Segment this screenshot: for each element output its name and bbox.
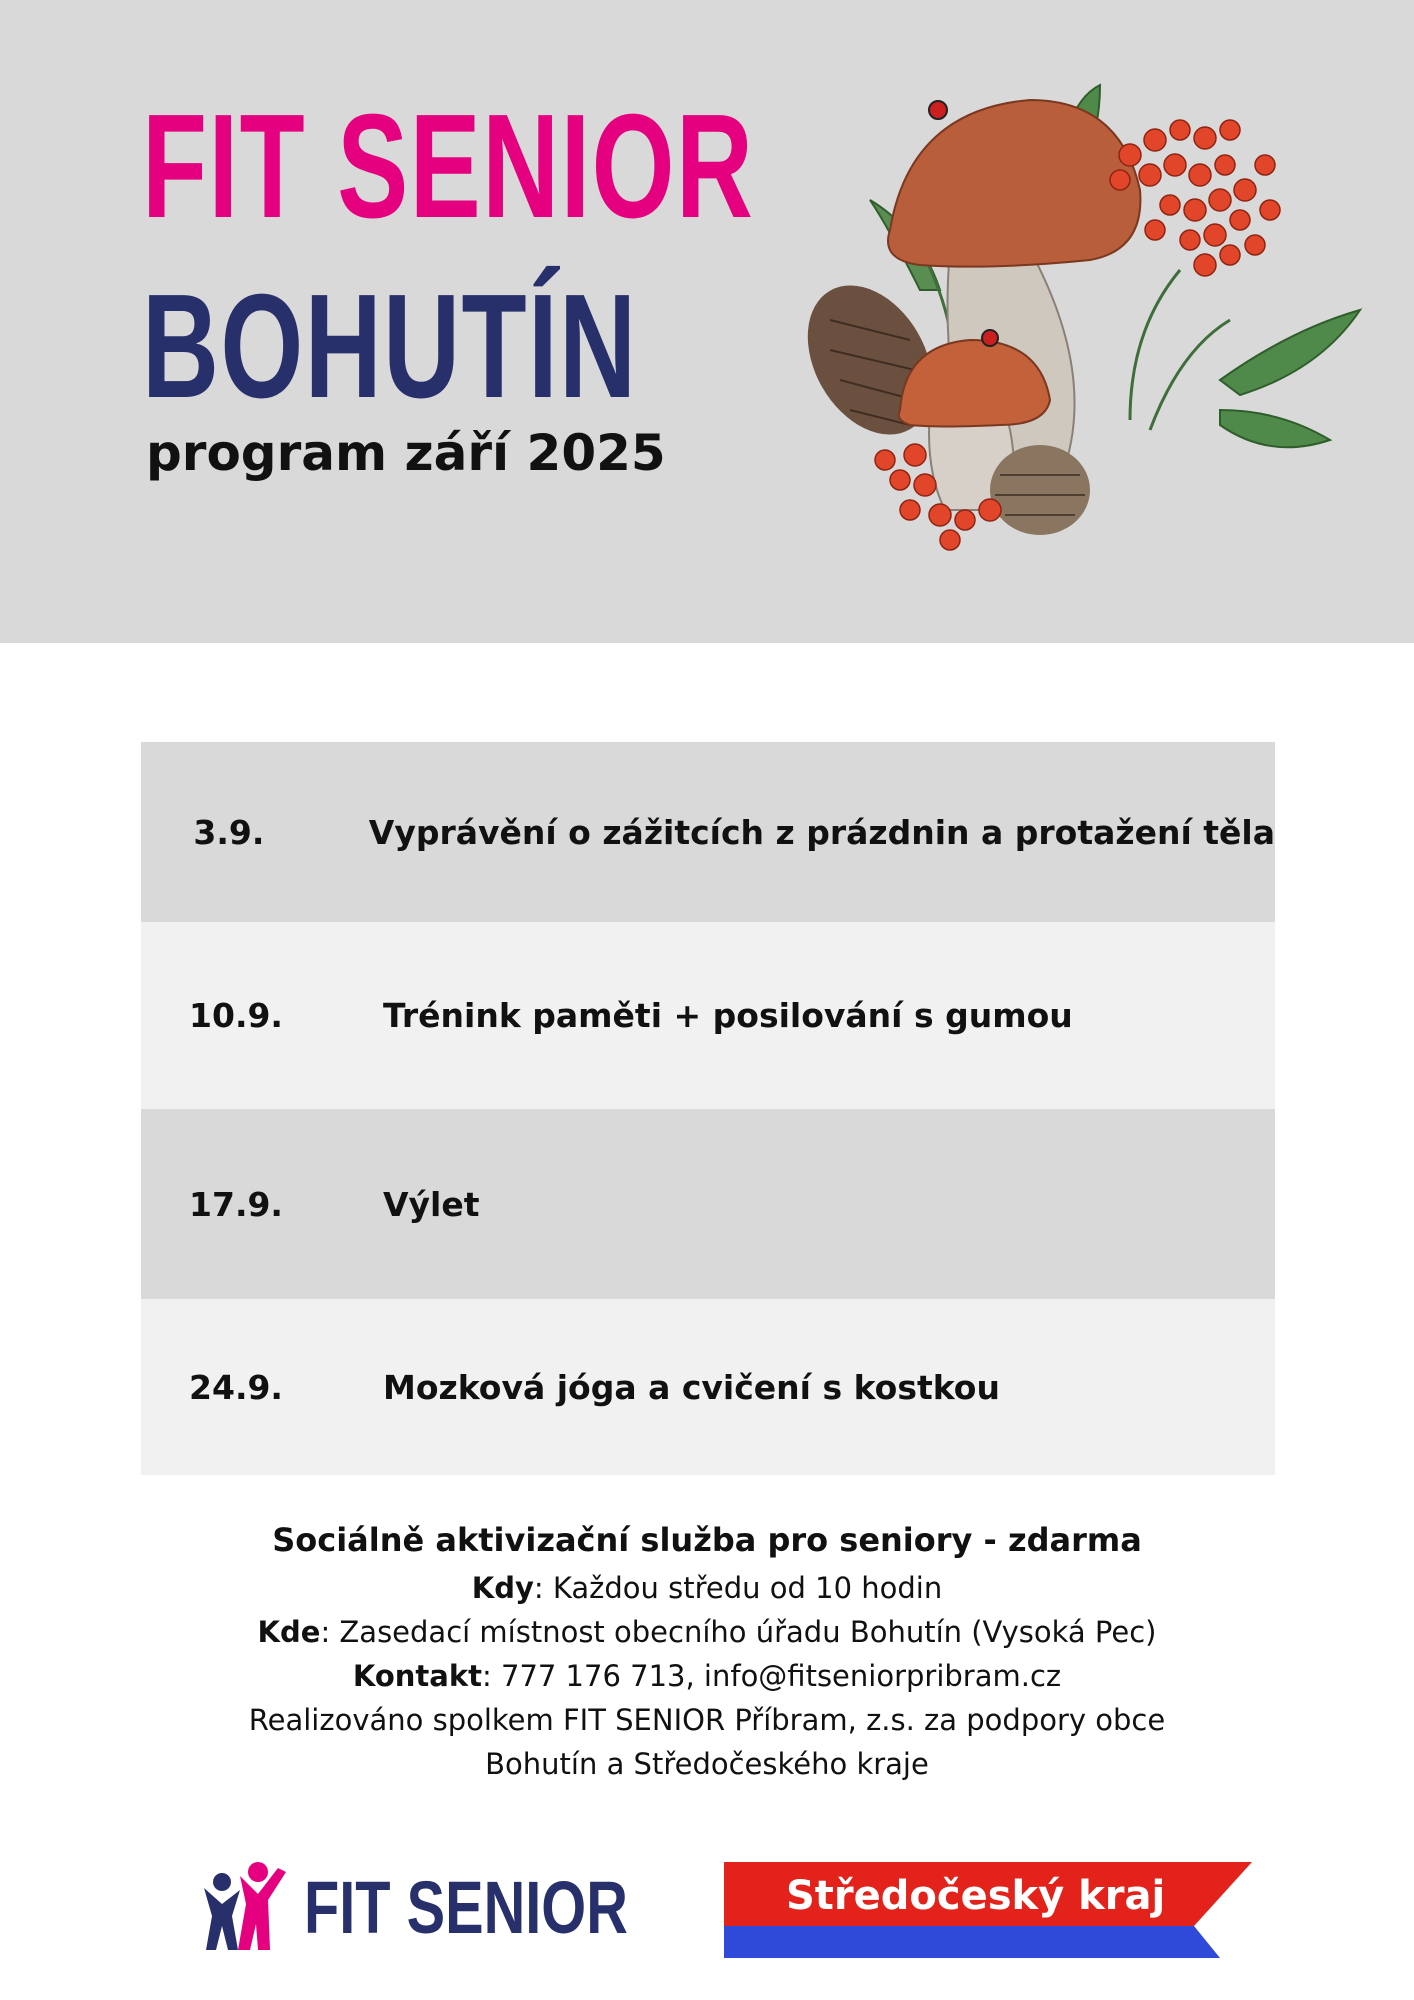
table-row: [141, 1109, 1275, 1299]
kraj-logo-text: Středočeský kraj: [786, 1873, 1166, 1919]
row-activity: Mozková jóga a cvičení s kostkou: [383, 1367, 1000, 1407]
where-line: [0, 1610, 1414, 1654]
people-figures-icon: [200, 1858, 300, 1954]
realized-line-2: Bohutín a Středočeského kraje: [485, 1747, 929, 1781]
table-row: [141, 742, 1275, 922]
row-activity: Vyprávění o zážitcích z prázdnin a protažení těla: [368, 812, 1275, 852]
when-line: [0, 1566, 1414, 1610]
realized-line-1: Realizováno spolkem FIT SENIOR Příbram, z.s. za podpory obce: [248, 1703, 1166, 1737]
title-fit-senior: FIT SENIOR: [142, 84, 755, 249]
when-value: : Každou středu od 10 hodin: [533, 1571, 943, 1605]
pine-cone-icon: [990, 445, 1090, 535]
program-subtitle: program září 2025: [146, 424, 666, 482]
mushroom-cap-big: [888, 100, 1140, 267]
fit-senior-logo-text: FIT SENIOR: [304, 1866, 628, 1949]
row-activity: Výlet: [383, 1184, 480, 1224]
contact-label: Kontakt: [352, 1659, 482, 1693]
row-date: 10.9.: [189, 996, 283, 1035]
info-block: [0, 1514, 1414, 1786]
row-date: 17.9.: [189, 1184, 283, 1224]
where-label: Kde: [257, 1615, 321, 1649]
when-label: Kdy: [471, 1571, 534, 1605]
table-row: [141, 1299, 1275, 1475]
mushroom-berries-illustration: [800, 80, 1370, 560]
table-row: [141, 922, 1275, 1109]
fit-senior-logo: [200, 1858, 628, 1954]
title-bohutin: BOHUTÍN: [142, 264, 638, 429]
service-heading: Sociálně aktivizační služba pro seniory - zdarma: [272, 1521, 1142, 1559]
stredocesky-kraj-logo: [724, 1862, 1254, 1958]
row-activity: Trénink paměti + posilování s gumou: [383, 996, 1073, 1035]
ladybug-icon: [982, 330, 998, 346]
contact-value[interactable]: : 777 176 713, info@fitseniorpribram.cz: [482, 1659, 1062, 1693]
ladybug-icon: [929, 101, 947, 119]
contact-line: [0, 1654, 1414, 1698]
schedule-table: [141, 742, 1275, 1475]
header-banner: [0, 0, 1414, 643]
row-date: 3.9.: [193, 812, 265, 852]
row-date: 24.9.: [189, 1367, 283, 1407]
where-value: : Zasedací místnost obecního úřadu Bohutín (Vysoká Pec): [320, 1615, 1157, 1649]
